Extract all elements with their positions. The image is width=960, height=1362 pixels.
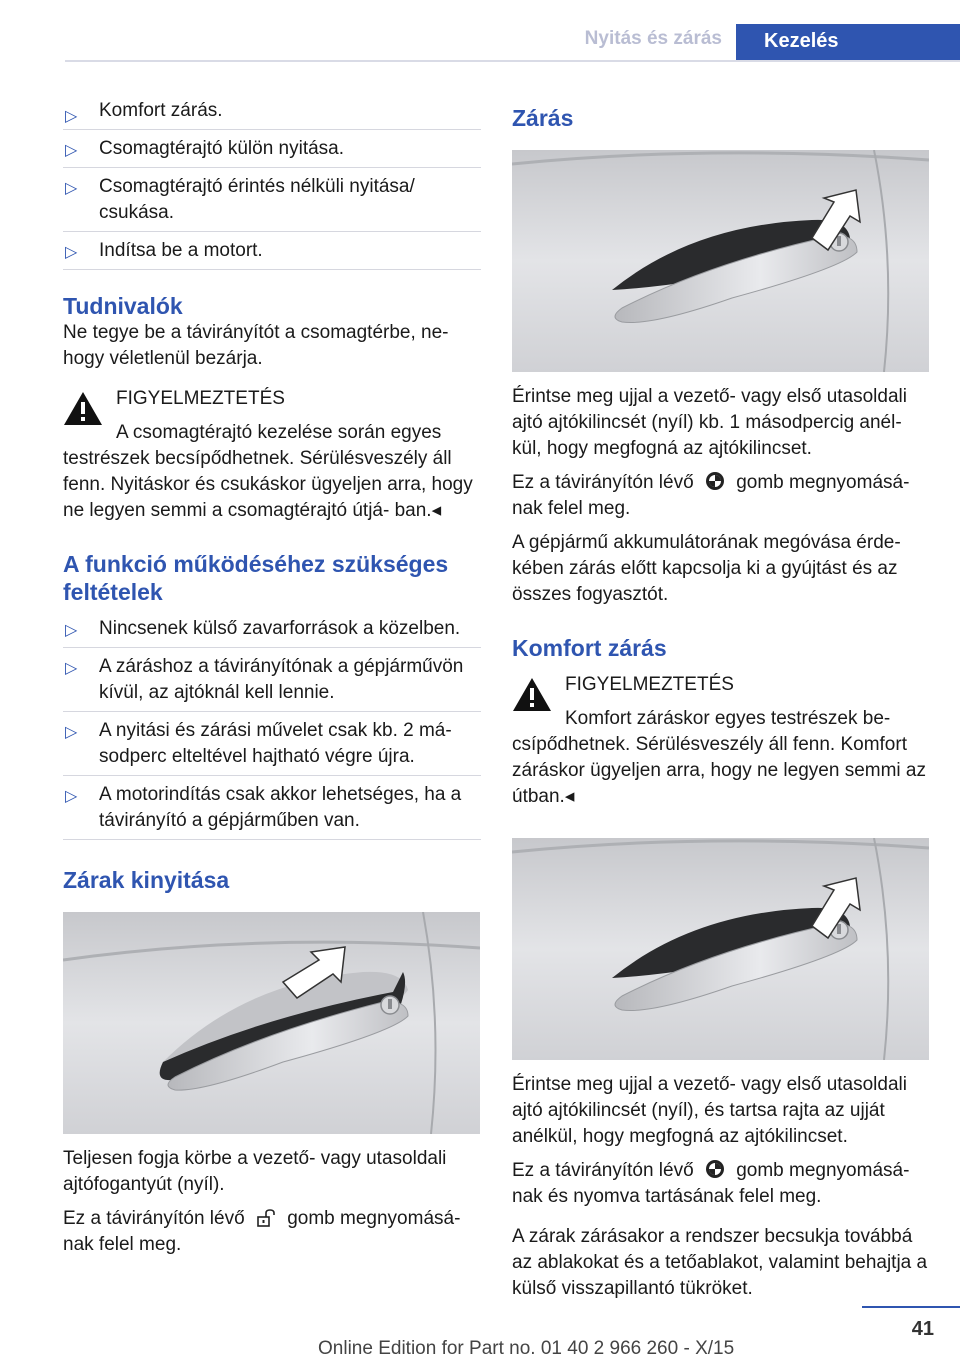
- warning-text: A csomagtérajtó kezelése során egyes testrészek becsípődhetnek. Sérülésveszély áll fenn. Nyitáskor és csukáskor ügyeljen arra, hogy ne legyen semmi a csomagtérajtó útjá- ban.◂: [63, 422, 473, 521]
- door-handle-lock-figure: [512, 150, 929, 372]
- left-column: [63, 96, 481, 1258]
- list-item: ▷ A záráshoz a távirányítónak a gépjárművön kívül, az ajtóknál kell lennie.: [63, 648, 481, 712]
- page-header: [0, 0, 960, 62]
- footer-rule: [862, 1306, 960, 1308]
- list-item: ▷ Nincsenek külső zavarforrások a közelben.: [63, 610, 481, 648]
- list-item: ▷ A nyitási és zárási művelet csak kb. 2 má- sodperc elteltével hajtható végre újra.: [63, 712, 481, 776]
- list-item: ▷ Csomagtérajtó érintés nélküli nyitása/ csukása.: [63, 168, 481, 232]
- warning-box: [512, 672, 930, 810]
- notes-heading: Tudnivalók: [63, 293, 183, 319]
- right-column: [512, 96, 930, 1302]
- lock-remote-equivalent: Ez a távirányítón lévő gomb megnyomásá- nak felel meg.: [512, 472, 910, 519]
- triangle-bullet-icon: ▷: [65, 142, 78, 159]
- page-number: 41: [911, 1318, 934, 1340]
- conditions-heading: A funkció működéséhez szükséges feltételek: [63, 551, 449, 605]
- notes-text: Ne tegye be a távirányítót a csomagtérbe, ne- hogy véletlenül bezárja.: [63, 322, 449, 369]
- triangle-bullet-icon: ▷: [65, 108, 78, 125]
- comfort-heading: Komfort zárás: [512, 635, 667, 661]
- list-item: ▷ Csomagtérajtó külön nyitása.: [63, 130, 481, 168]
- list-item: ▷ Indítsa be a motort.: [63, 232, 481, 270]
- battery-note: A gépjármű akkumulátorának megóvása érde- kében zárás előtt kapcsolja ki a gyújtást és az összes fogyasztót.: [512, 532, 901, 605]
- list-item: ▷ A motorindítás csak akkor lehetséges, ha a távirányító a gépjárműben van.: [63, 776, 481, 840]
- header-rule: [65, 60, 960, 62]
- comfort-remote-equivalent: Ez a távirányítón lévő gomb megnyomásá- nak és nyomva tartásának felel meg.: [512, 1160, 910, 1207]
- edition-text: Online Edition for Part no. 01 40 2 966 260 - X/15: [318, 1338, 735, 1359]
- triangle-bullet-icon: ▷: [65, 788, 78, 805]
- triangle-bullet-icon: ▷: [65, 180, 78, 197]
- unlock-instruction: Teljesen fogja körbe a vezető- vagy utasoldali ajtófogantyút (nyíl).: [63, 1148, 447, 1195]
- warning-title: FIGYELMEZTETÉS: [565, 674, 734, 695]
- windows-note: A zárak zárásakor a rendszer becsukja továbbá az ablakokat és a tetőablakot, valamint behajtja a külső visszapillantó tükröket.: [512, 1226, 928, 1299]
- lock-instruction: Érintse meg ujjal a vezető- vagy első utasoldali ajtó ajtókilincsét (nyíl) kb. 1 másodpercig anél- kül, hogy megfogná az ajtókilincset.: [512, 386, 907, 459]
- list-item: ▷ Komfort zárás.: [63, 96, 481, 130]
- lock-heading: Zárás: [512, 105, 574, 131]
- header-chapter-tab: Kezelés: [736, 24, 960, 62]
- bmw-logo-icon: [705, 471, 725, 491]
- warning-triangle-icon: [63, 390, 103, 426]
- header-section-title: Nyitás és zárás: [584, 28, 722, 49]
- triangle-bullet-icon: ▷: [65, 724, 78, 741]
- triangle-bullet-icon: ▷: [65, 622, 78, 639]
- bmw-logo-icon: [705, 1159, 725, 1179]
- warning-title: FIGYELMEZTETÉS: [116, 388, 285, 409]
- warning-triangle-icon: [512, 676, 552, 712]
- triangle-bullet-icon: ▷: [65, 244, 78, 261]
- comfort-instruction: Érintse meg ujjal a vezető- vagy első utasoldali ajtó ajtókilincsét (nyíl), és tartsa rajta az ujját anélkül, hogy megfogná az ajtókilincset.: [512, 1074, 907, 1147]
- unlock-icon: [256, 1209, 276, 1227]
- warning-text: Komfort záráskor egyes testrészek be- csípődhetnek. Sérülésveszély áll fenn. Komfort záráskor ügyeljen arra, hogy ne legyen semmi az útban.◂: [512, 708, 926, 807]
- triangle-bullet-icon: ▷: [65, 660, 78, 677]
- door-handle-unlock-figure: [63, 912, 480, 1134]
- unlock-remote-equivalent: Ez a távirányítón lévő gomb megnyomásá- nak felel meg.: [63, 1208, 461, 1255]
- warning-box: [63, 386, 481, 524]
- door-handle-comfort-lock-figure: [512, 838, 929, 1060]
- unlock-heading: Zárak kinyitása: [63, 867, 230, 893]
